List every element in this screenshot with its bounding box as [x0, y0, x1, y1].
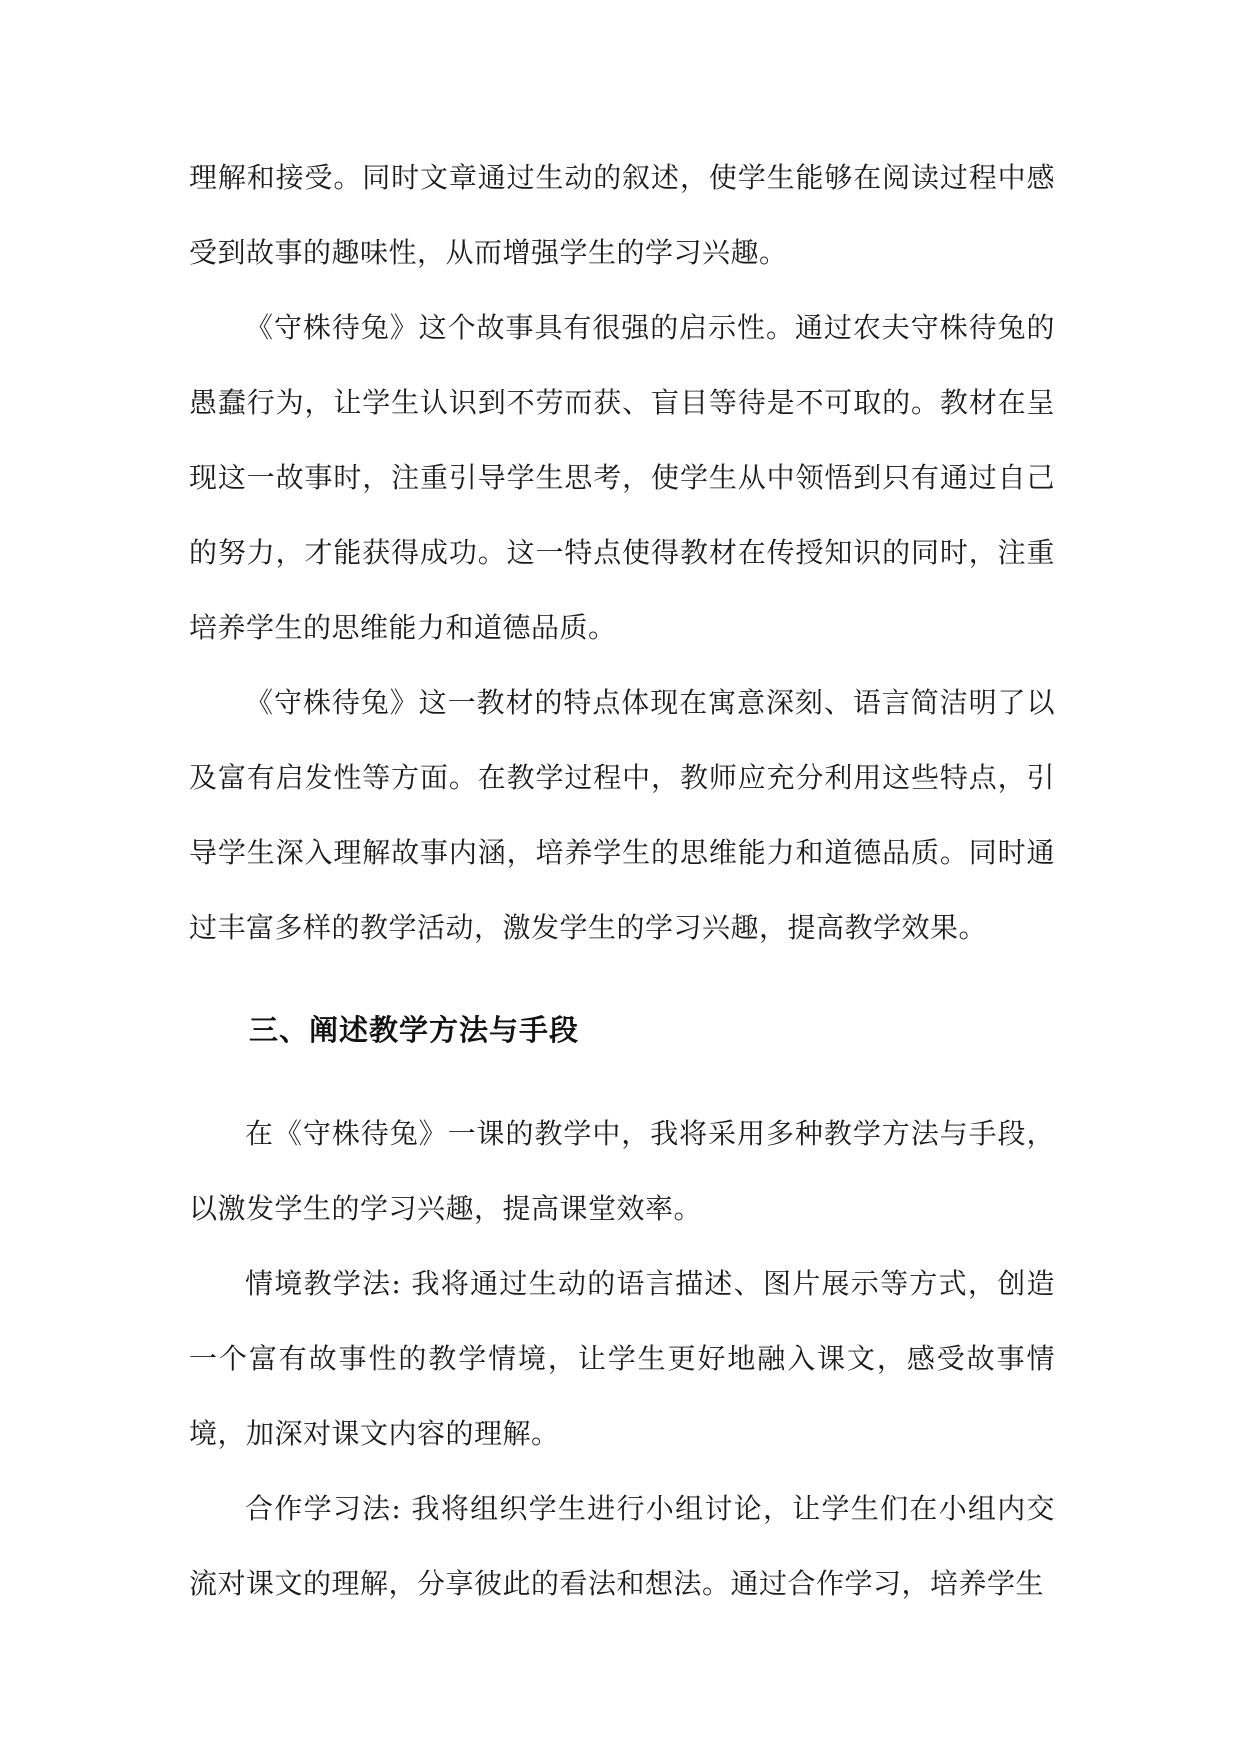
paragraph-methods-intro: 在《守株待兔》一课的教学中，我将采用多种教学方法与手段，以激发学生的学习兴趣，提高课堂效率。: [189, 1117, 1055, 1225]
section-heading: 三、阐述教学方法与手段: [249, 1013, 580, 1047]
paragraph-cooperative-learning: 合作学习法: 我将组织学生进行小组讨论，让学生们在小组内交流对课文的理解，分享彼此的看法和想法。通过合作学习，培养学生: [189, 1492, 1055, 1600]
paragraph-continuation: 理解和接受。同时文章通过生动的叙述，使学生能够在阅读过程中感受到故事的趣味性，从而增强学生的学习兴趣。: [189, 161, 1055, 269]
paragraph-textbook-features: 《守株待兔》这一教材的特点体现在寓意深刻、语言简洁明了以及富有启发性等方面。在教学过程中，教师应充分利用这些特点，引导学生深入理解故事内涵，培养学生的思维能力和道德品质。同时通过丰富多样的教学活动，激发学生的学习兴趣，提高教学效果。: [189, 686, 1055, 944]
paragraph-story-inspiration: 《守株待兔》这个故事具有很强的启示性。通过农夫守株待兔的愚蠢行为，让学生认识到不劳而获、盲目等待是不可取的。教材在呈现这一故事时，注重引导学生思考，使学生从中领悟到只有通过自己的努力，才能获得成功。这一特点使得教材在传授知识的同时，注重培养学生的思维能力和道德品质。: [189, 311, 1055, 644]
paragraph-situational-teaching: 情境教学法: 我将通过生动的语言描述、图片展示等方式，创造一个富有故事性的教学情境，让学生更好地融入课文，感受故事情境，加深对课文内容的理解。: [189, 1267, 1055, 1450]
document-body: [189, 140, 1055, 1621]
